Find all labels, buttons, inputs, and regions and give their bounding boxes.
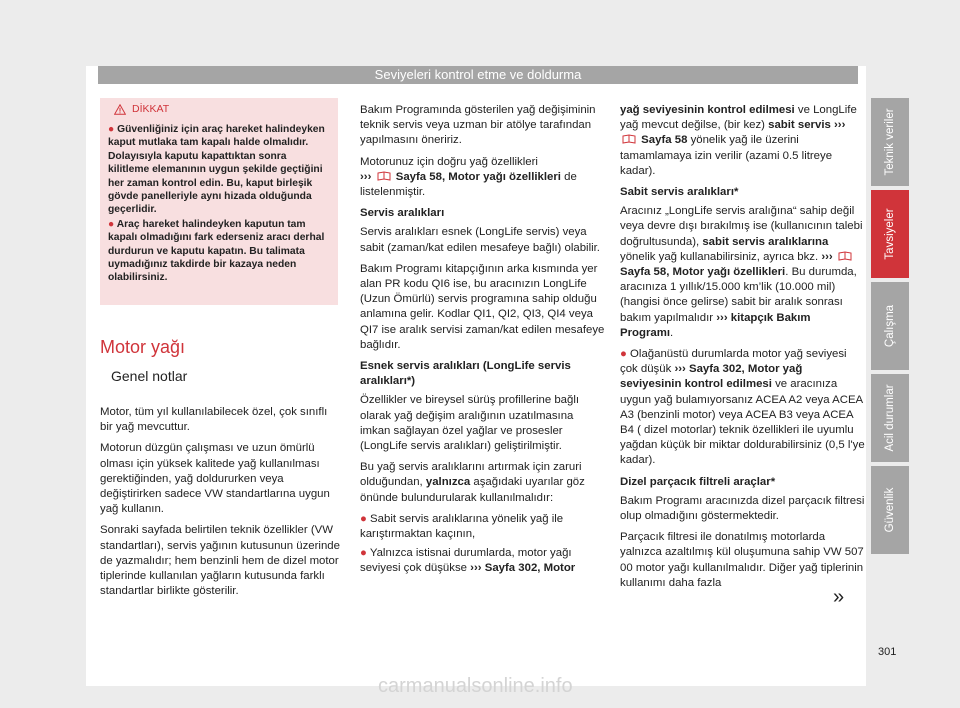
subheading: Dizel parçacık filtreli araçlar*	[620, 475, 776, 488]
bullet-item: ● Yalnızca istisnai durumlarda, motor yağı seviyesi çok düşükse ››› Sayfa 302, Motor	[360, 547, 576, 575]
tab-guvenlik[interactable]: Güvenlik	[871, 466, 909, 554]
warning-title: DİKKAT	[132, 103, 170, 115]
paragraph: Sonraki sayfada belirtilen teknik özellikler (VW standartları), servis yağının kutusunun üzerinde de yazmalıdır; hem benzinli hem de dizel motor tiplerinde kullanılan yağların kutusunda farklı standartlar birlikte gösterilir.	[100, 524, 340, 598]
watermark: carmanualsonline.info	[378, 675, 573, 697]
column-2	[360, 103, 605, 583]
paragraph: Bakım Programında gösterilen yağ değişiminin teknik servis veya uzman bir atölye tarafından yapılmasını öneririz.	[360, 104, 596, 147]
book-icon	[622, 134, 636, 144]
section-title: Motor yağı	[100, 337, 186, 357]
paragraph: yağ seviyesinin kontrol edilmesi ve LongLife yağ mevcut değilse, (bir kez) sabit servis ››› Sayfa 58 yönelik yağ ile üzerini tamamlamaya izin verilir (azami 0.5 litreye kadar).	[620, 104, 857, 177]
bullet-icon: ●	[360, 512, 371, 525]
column-3	[620, 103, 865, 597]
warning-icon	[114, 104, 126, 115]
tab-teknik-veriler[interactable]: Teknik veriler	[871, 98, 909, 186]
paragraph: Motorun düzgün çalışması ve uzun ömürlü olması için yüksek kalitede yağ kullanılması gerektiğinden, yağ doldururken veya değiştirirken sadece VW standartlarına uygun yağ kullanın.	[100, 442, 330, 516]
paragraph: Bakım Programı aracınızda dizel parçacık filtresi olup olmadığını göstermektedir.	[620, 494, 865, 523]
paragraph: Motor, tüm yıl kullanılabilecek özel, çok sınıflı bir yağ mevcuttur.	[100, 406, 328, 434]
tab-tavsiyeler[interactable]: Tavsiyeler	[871, 190, 909, 278]
subheading: Servis aralıkları	[360, 207, 445, 220]
warning-box	[100, 98, 338, 305]
paragraph: Aracınız „LongLife servis aralığına“ sahip değil veya devre dışı bırakılmış ise (kullanıcının talebi doğrultusunda), sabit servis aralıklarına yönelik yağ kullanabilirsiniz, ayrıca bkz. ››› Sayfa 58, Motor yağı özellikleri. Bu durumda, aracınıza 1 yıllık/15.000 km’lik (10.000 mil) (hangisi önce gelirse) sabit bir aralık sonrası bakım yapılmalıdır ››› kitapçık Bakım Programı.	[620, 205, 863, 339]
paragraph: Parçacık filtresi ile donatılmış motorlarda yalnızca azaltılmış kül oluşumuna sahip VW 507 00 motor yağı kullanılmalıdır. Diğer yağ tiplerinin kullanımı daha fazla	[620, 531, 864, 589]
link-arrows[interactable]: ›››	[821, 250, 833, 263]
paragraph: Bakım Programı kitapçığının arka kısmında yer alan PR kodu QI6 ise, bu aracınızın LongLife (Uzun Ömürlü) servis programına sahip olduğu anlamına gelir. Kodlar QI1, QI2, QI3, QI4 veya QI7 ise aralık servisi zaman/kat edilen mesafeye bağlıdır.	[360, 262, 605, 351]
warning-body	[108, 123, 330, 285]
bullet-icon: ●	[620, 348, 631, 361]
link-arrows[interactable]: ›››	[830, 119, 846, 132]
page-link[interactable]: Sayfa 58, Motor yağı özellikleri	[620, 266, 786, 279]
page-link[interactable]: ››› kitapçık Bakım Programı	[620, 311, 811, 339]
warning-header	[114, 103, 330, 115]
warning-item: ● Araç hareket halindeyken kaputun tam kapalı olmadığını fark ederseniz aracı derhal durdurun ve kaputu kapatın. Bu talimata uymadığınız takdirde bir kazaya neden olabilirsiniz.	[108, 218, 325, 284]
chapter-tabs	[871, 98, 909, 558]
book-icon	[377, 171, 391, 181]
page-link[interactable]: ››› Sayfa 302, Motor yağ seviyesinin kontrol edilmesi	[620, 363, 803, 391]
section-subtitle: Genel notlar	[111, 368, 188, 384]
continue-icon: »	[833, 586, 845, 608]
page-number: 301	[878, 646, 897, 658]
paragraph: Özellikler ve bireysel sürüş profillerine bağlı olarak yağ değişim aralığının uzatılmasına imkan sağlayan özel yağlar ve prosesler (LongLife servis aralıkları) geliştirilmiştir.	[360, 394, 580, 453]
bullet-icon: ●	[108, 124, 118, 135]
paragraph: Bu yağ servis aralıklarını artırmak için zaruri olduğundan, yalnızca aşağıdaki uyarılar göz önünde bulundurularak kullanılmalıdır:	[360, 461, 585, 504]
paragraph: Servis aralıkları esnek (LongLife servis) veya sabit (zaman/kat edilen mesafeye bağlı) olabilir.	[360, 226, 600, 254]
book-icon	[838, 251, 852, 261]
column-1	[100, 405, 340, 605]
page-link[interactable]: Sayfa 58, Motor yağı özellikleri	[395, 170, 561, 183]
page-link[interactable]: ››› Sayfa 302, Motor	[470, 562, 576, 575]
bullet-item: ● Olağanüstü durumlarda motor yağ seviyesi çok düşük ››› Sayfa 302, Motor yağ seviyesinin kontrol edilmesi ve aracınıza uygun yağ bulamıyorsanız ACEA A2 veya ACEA A3 (benzinli motor) veya ACEA B3 veya ACEA B4 ( dizel motorlar) teknik özellikleri ile uyumlu yağdan küçük bir miktar doldurabilirsiniz (0,5 l'ye kadar).	[620, 348, 865, 467]
subheading: Esnek servis aralıkları (LongLife servis aralıkları*)	[360, 360, 571, 388]
paragraph: Motorunuz için doğru yağ özellikleri ››› Sayfa 58, Motor yağı özellikleri de listelenmiştir.	[360, 155, 577, 199]
warning-item: ● Güvenliğiniz için araç hareket halindeyken kaput mutlaka tam kapalı halde olmalıdır. Dolayısıyla kaputu kapattıktan sonra kilitleme elemanının uygun şekilde geçtiğini her zaman kontrol edin. Bu, kaput birleşik gövde panelleriyle aynı hizada olduğunda geçerlidir.	[108, 124, 325, 216]
bullet-icon: ●	[108, 218, 117, 230]
page-link[interactable]: Sayfa 58	[641, 134, 688, 147]
page-header: Seviyeleri kontrol etme ve doldurma	[98, 66, 858, 84]
tab-calisma[interactable]: Çalışma	[871, 282, 909, 370]
tab-acil-durumlar[interactable]: Acil durumlar	[871, 374, 909, 462]
subheading: Sabit servis aralıkları*	[620, 186, 739, 199]
link-arrows[interactable]: ›››	[360, 170, 372, 183]
bullet-item: ● Sabit servis aralıklarına yönelik yağ ile karıştırmaktan kaçının,	[360, 512, 564, 541]
bullet-icon: ●	[360, 547, 370, 560]
